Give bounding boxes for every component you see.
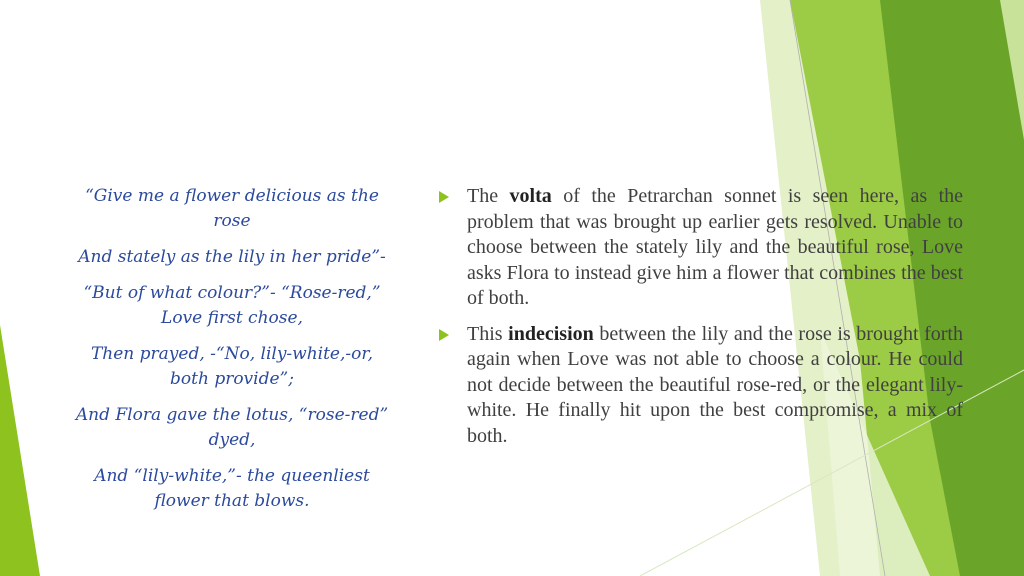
poem-line: And Flora gave the lotus, “rose-red” [75,405,389,425]
paragraph-lead: This [467,322,509,345]
poem-stanza [62,281,402,331]
paragraph-text: between the lily and the rose is brought forth again when Love was not able to choose a colour. He could not decide between the beautiful rose-red, or the elegant lily-white. He finally hit upon the best compromise, a mix of both. [467,322,963,447]
poem-excerpt [62,184,402,525]
poem-stanza [62,245,402,270]
poem-line: Then prayed, -“No, lily-white,-or, [90,344,374,364]
bullet-paragraph-indecision [436,322,963,450]
keyword-indecision: indecision [508,322,594,345]
triangle-bullet-icon [439,329,449,341]
poem-line: “But of what colour?”- “Rose-red,” [83,283,381,303]
poem-line: Love first chose, [161,308,303,328]
triangle-bullet-icon [439,191,449,203]
analysis-bullets [436,184,963,459]
poem-line: dyed, [208,430,256,450]
bullet-paragraph-volta [436,184,963,312]
paragraph-lead: The [467,185,510,207]
poem-stanza [62,464,402,514]
poem-line: both provide”; [170,369,294,389]
poem-line: And stately as the lily in her pride”- [78,247,386,267]
poem-line: flower that blows. [154,491,310,511]
left-accent-shape [0,325,40,576]
paragraph-text: of the Petrarchan sonnet is seen here, as the problem that was brought up earlier gets resolved. Unable to choose between the stately lily and the beautiful rose, Love asks Flora to instead give him a flower that combines the best of both. [467,185,964,309]
keyword-volta: volta [509,185,552,207]
poem-stanza [62,342,402,392]
poem-line: rose [213,211,251,231]
poem-stanza [62,184,402,234]
poem-line: “Give me a flower delicious as the [85,186,379,206]
poem-line: And “lily-white,”- the queenliest [94,466,370,486]
poem-stanza [62,403,402,453]
